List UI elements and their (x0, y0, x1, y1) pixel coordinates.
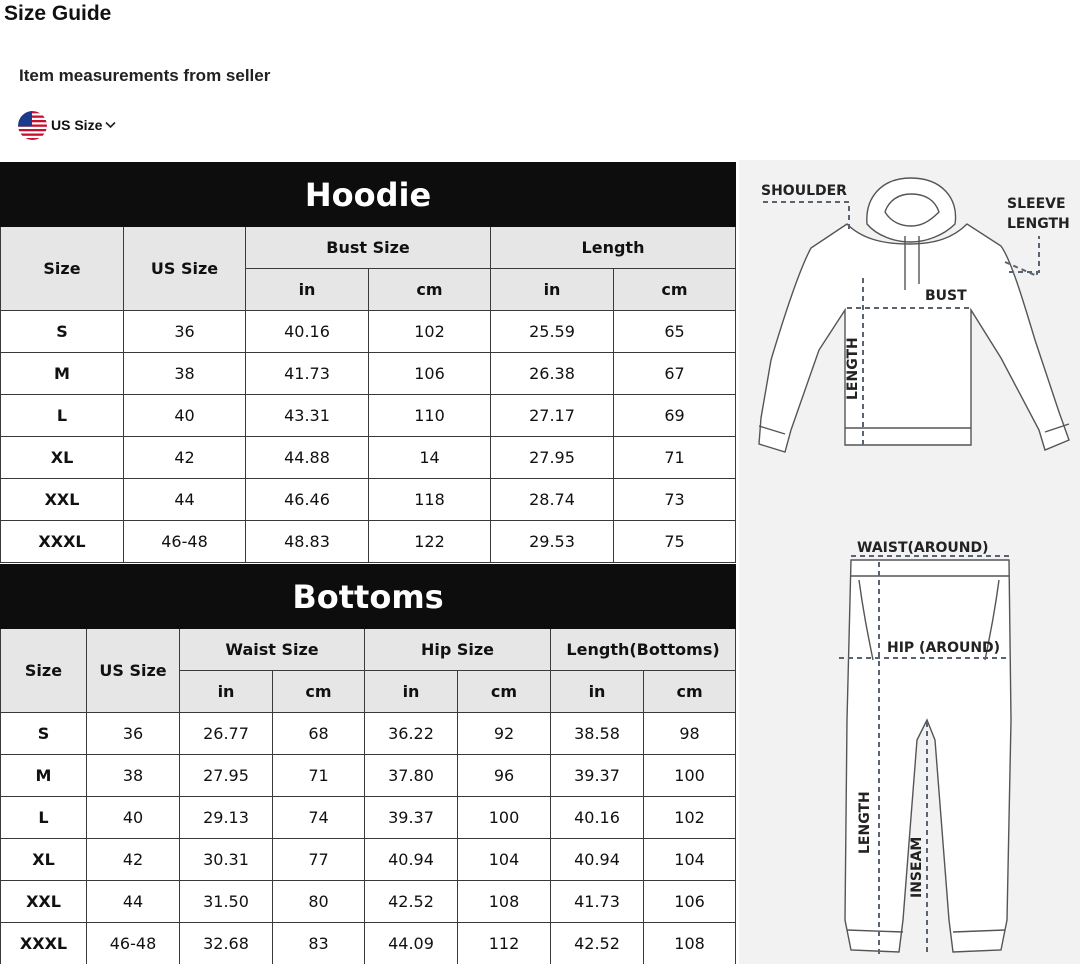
length-in-cell: 25.59 (491, 311, 614, 353)
header-us-size: US Size (124, 227, 246, 311)
length-in-cell: 39.37 (551, 755, 644, 797)
length-in-cell: 27.17 (491, 395, 614, 437)
bust-in-cell: 46.46 (246, 479, 369, 521)
hip-cm-cell: 108 (458, 881, 551, 923)
waist-cm-cell: 71 (273, 755, 365, 797)
us-size-cell: 40 (124, 395, 246, 437)
waist-in-cell: 26.77 (180, 713, 273, 755)
size-cell: S (1, 311, 124, 353)
table-row (1, 923, 736, 964)
length-in-cell: 40.94 (551, 839, 644, 881)
length-in-cell: 26.38 (491, 353, 614, 395)
size-cell: S (1, 713, 87, 755)
hoodie-table-title: Hoodie (1, 163, 736, 227)
us-size-cell: 36 (87, 713, 180, 755)
header-size: Size (1, 227, 124, 311)
hoodie-sleeve-label-2: LENGTH (1007, 216, 1070, 232)
us-size-cell: 44 (87, 881, 180, 923)
us-size-cell: 38 (87, 755, 180, 797)
bust-in-cell: 43.31 (246, 395, 369, 437)
length-cm-cell: 98 (644, 713, 736, 755)
header-unit-in: in (551, 671, 644, 713)
us-size-cell: 44 (124, 479, 246, 521)
table-row (1, 395, 736, 437)
hoodie-size-table (0, 162, 736, 563)
hip-cm-cell: 104 (458, 839, 551, 881)
hoodie-length-label: LENGTH (845, 337, 861, 400)
us-size-cell: 42 (87, 839, 180, 881)
hip-in-cell: 40.94 (365, 839, 458, 881)
us-size-cell: 40 (87, 797, 180, 839)
header-unit-cm: cm (644, 671, 736, 713)
table-row (1, 353, 736, 395)
waist-cm-cell: 80 (273, 881, 365, 923)
page-title: Size Guide (4, 2, 112, 25)
waist-in-cell: 27.95 (180, 755, 273, 797)
bust-in-cell: 41.73 (246, 353, 369, 395)
length-in-cell: 27.95 (491, 437, 614, 479)
pants-length-label: LENGTH (857, 791, 873, 854)
table-row (1, 839, 736, 881)
hip-cm-cell: 100 (458, 797, 551, 839)
bust-cm-cell: 118 (369, 479, 491, 521)
waist-cm-cell: 68 (273, 713, 365, 755)
pants-waist-label: WAIST(AROUND) (857, 540, 989, 556)
table-row (1, 797, 736, 839)
hoodie-shoulder-label: SHOULDER (761, 183, 847, 199)
length-cm-cell: 100 (644, 755, 736, 797)
length-in-cell: 42.52 (551, 923, 644, 964)
hip-in-cell: 37.80 (365, 755, 458, 797)
bottoms-size-table (0, 564, 736, 964)
hip-in-cell: 39.37 (365, 797, 458, 839)
waist-cm-cell: 83 (273, 923, 365, 964)
bust-cm-cell: 106 (369, 353, 491, 395)
hoodie-bust-label: BUST (925, 288, 967, 304)
us-flag-icon (18, 111, 47, 140)
pants-inseam-label: INSEAM (909, 836, 925, 898)
table-row (1, 713, 736, 755)
table-row (1, 479, 736, 521)
size-cell: XXXL (1, 521, 124, 563)
table-row (1, 521, 736, 563)
bust-cm-cell: 122 (369, 521, 491, 563)
waist-in-cell: 31.50 (180, 881, 273, 923)
length-cm-cell: 75 (614, 521, 736, 563)
length-in-cell: 40.16 (551, 797, 644, 839)
header-bust-size: Bust Size (246, 227, 491, 269)
hip-in-cell: 36.22 (365, 713, 458, 755)
waist-in-cell: 29.13 (180, 797, 273, 839)
size-cell: L (1, 797, 87, 839)
bust-cm-cell: 14 (369, 437, 491, 479)
length-cm-cell: 102 (644, 797, 736, 839)
bust-cm-cell: 110 (369, 395, 491, 437)
size-unit-label: US Size (51, 117, 103, 133)
table-row (1, 311, 736, 353)
hip-in-cell: 42.52 (365, 881, 458, 923)
bust-in-cell: 40.16 (246, 311, 369, 353)
header-unit-cm: cm (614, 269, 736, 311)
hip-cm-cell: 96 (458, 755, 551, 797)
length-cm-cell: 73 (614, 479, 736, 521)
length-cm-cell: 106 (644, 881, 736, 923)
hip-cm-cell: 112 (458, 923, 551, 964)
header-length-bottoms: Length(Bottoms) (551, 629, 736, 671)
table-row (1, 881, 736, 923)
length-cm-cell: 69 (614, 395, 736, 437)
length-cm-cell: 104 (644, 839, 736, 881)
size-cell: XL (1, 839, 87, 881)
length-in-cell: 28.74 (491, 479, 614, 521)
header-us-size: US Size (87, 629, 180, 713)
waist-cm-cell: 77 (273, 839, 365, 881)
pants-hip-label: HIP (AROUND) (887, 640, 1001, 656)
subtitle: Item measurements from seller (19, 66, 271, 85)
header-unit-cm: cm (369, 269, 491, 311)
header-size: Size (1, 629, 87, 713)
header-unit-in: in (246, 269, 369, 311)
header-length: Length (491, 227, 736, 269)
waist-cm-cell: 74 (273, 797, 365, 839)
size-cell: M (1, 353, 124, 395)
chevron-down-icon (105, 121, 116, 129)
length-in-cell: 38.58 (551, 713, 644, 755)
table-row (1, 755, 736, 797)
length-cm-cell: 67 (614, 353, 736, 395)
size-cell: XXL (1, 881, 87, 923)
length-in-cell: 29.53 (491, 521, 614, 563)
length-cm-cell: 65 (614, 311, 736, 353)
bust-in-cell: 44.88 (246, 437, 369, 479)
header-unit-cm: cm (273, 671, 365, 713)
size-cell: L (1, 395, 124, 437)
length-cm-cell: 108 (644, 923, 736, 964)
length-cm-cell: 71 (614, 437, 736, 479)
hoodie-sleeve-label-1: SLEEVE (1007, 196, 1066, 212)
us-size-cell: 36 (124, 311, 246, 353)
size-cell: XXXL (1, 923, 87, 964)
hip-in-cell: 44.09 (365, 923, 458, 964)
header-unit-in: in (365, 671, 458, 713)
bust-in-cell: 48.83 (246, 521, 369, 563)
waist-in-cell: 32.68 (180, 923, 273, 964)
hip-cm-cell: 92 (458, 713, 551, 755)
us-size-cell: 42 (124, 437, 246, 479)
us-size-cell: 38 (124, 353, 246, 395)
size-cell: XXL (1, 479, 124, 521)
length-in-cell: 41.73 (551, 881, 644, 923)
header-unit-cm: cm (458, 671, 551, 713)
header-waist-size: Waist Size (180, 629, 365, 671)
size-cell: XL (1, 437, 124, 479)
measurement-diagram-svg (739, 160, 1080, 964)
table-row (1, 437, 736, 479)
header-unit-in: in (491, 269, 614, 311)
header-hip-size: Hip Size (365, 629, 551, 671)
waist-in-cell: 30.31 (180, 839, 273, 881)
size-unit-selector[interactable] (18, 110, 116, 140)
bottoms-table-title: Bottoms (1, 565, 736, 629)
header-unit-in: in (180, 671, 273, 713)
us-size-cell: 46-48 (87, 923, 180, 964)
measurement-diagram (739, 160, 1080, 964)
bust-cm-cell: 102 (369, 311, 491, 353)
us-size-cell: 46-48 (124, 521, 246, 563)
size-cell: M (1, 755, 87, 797)
